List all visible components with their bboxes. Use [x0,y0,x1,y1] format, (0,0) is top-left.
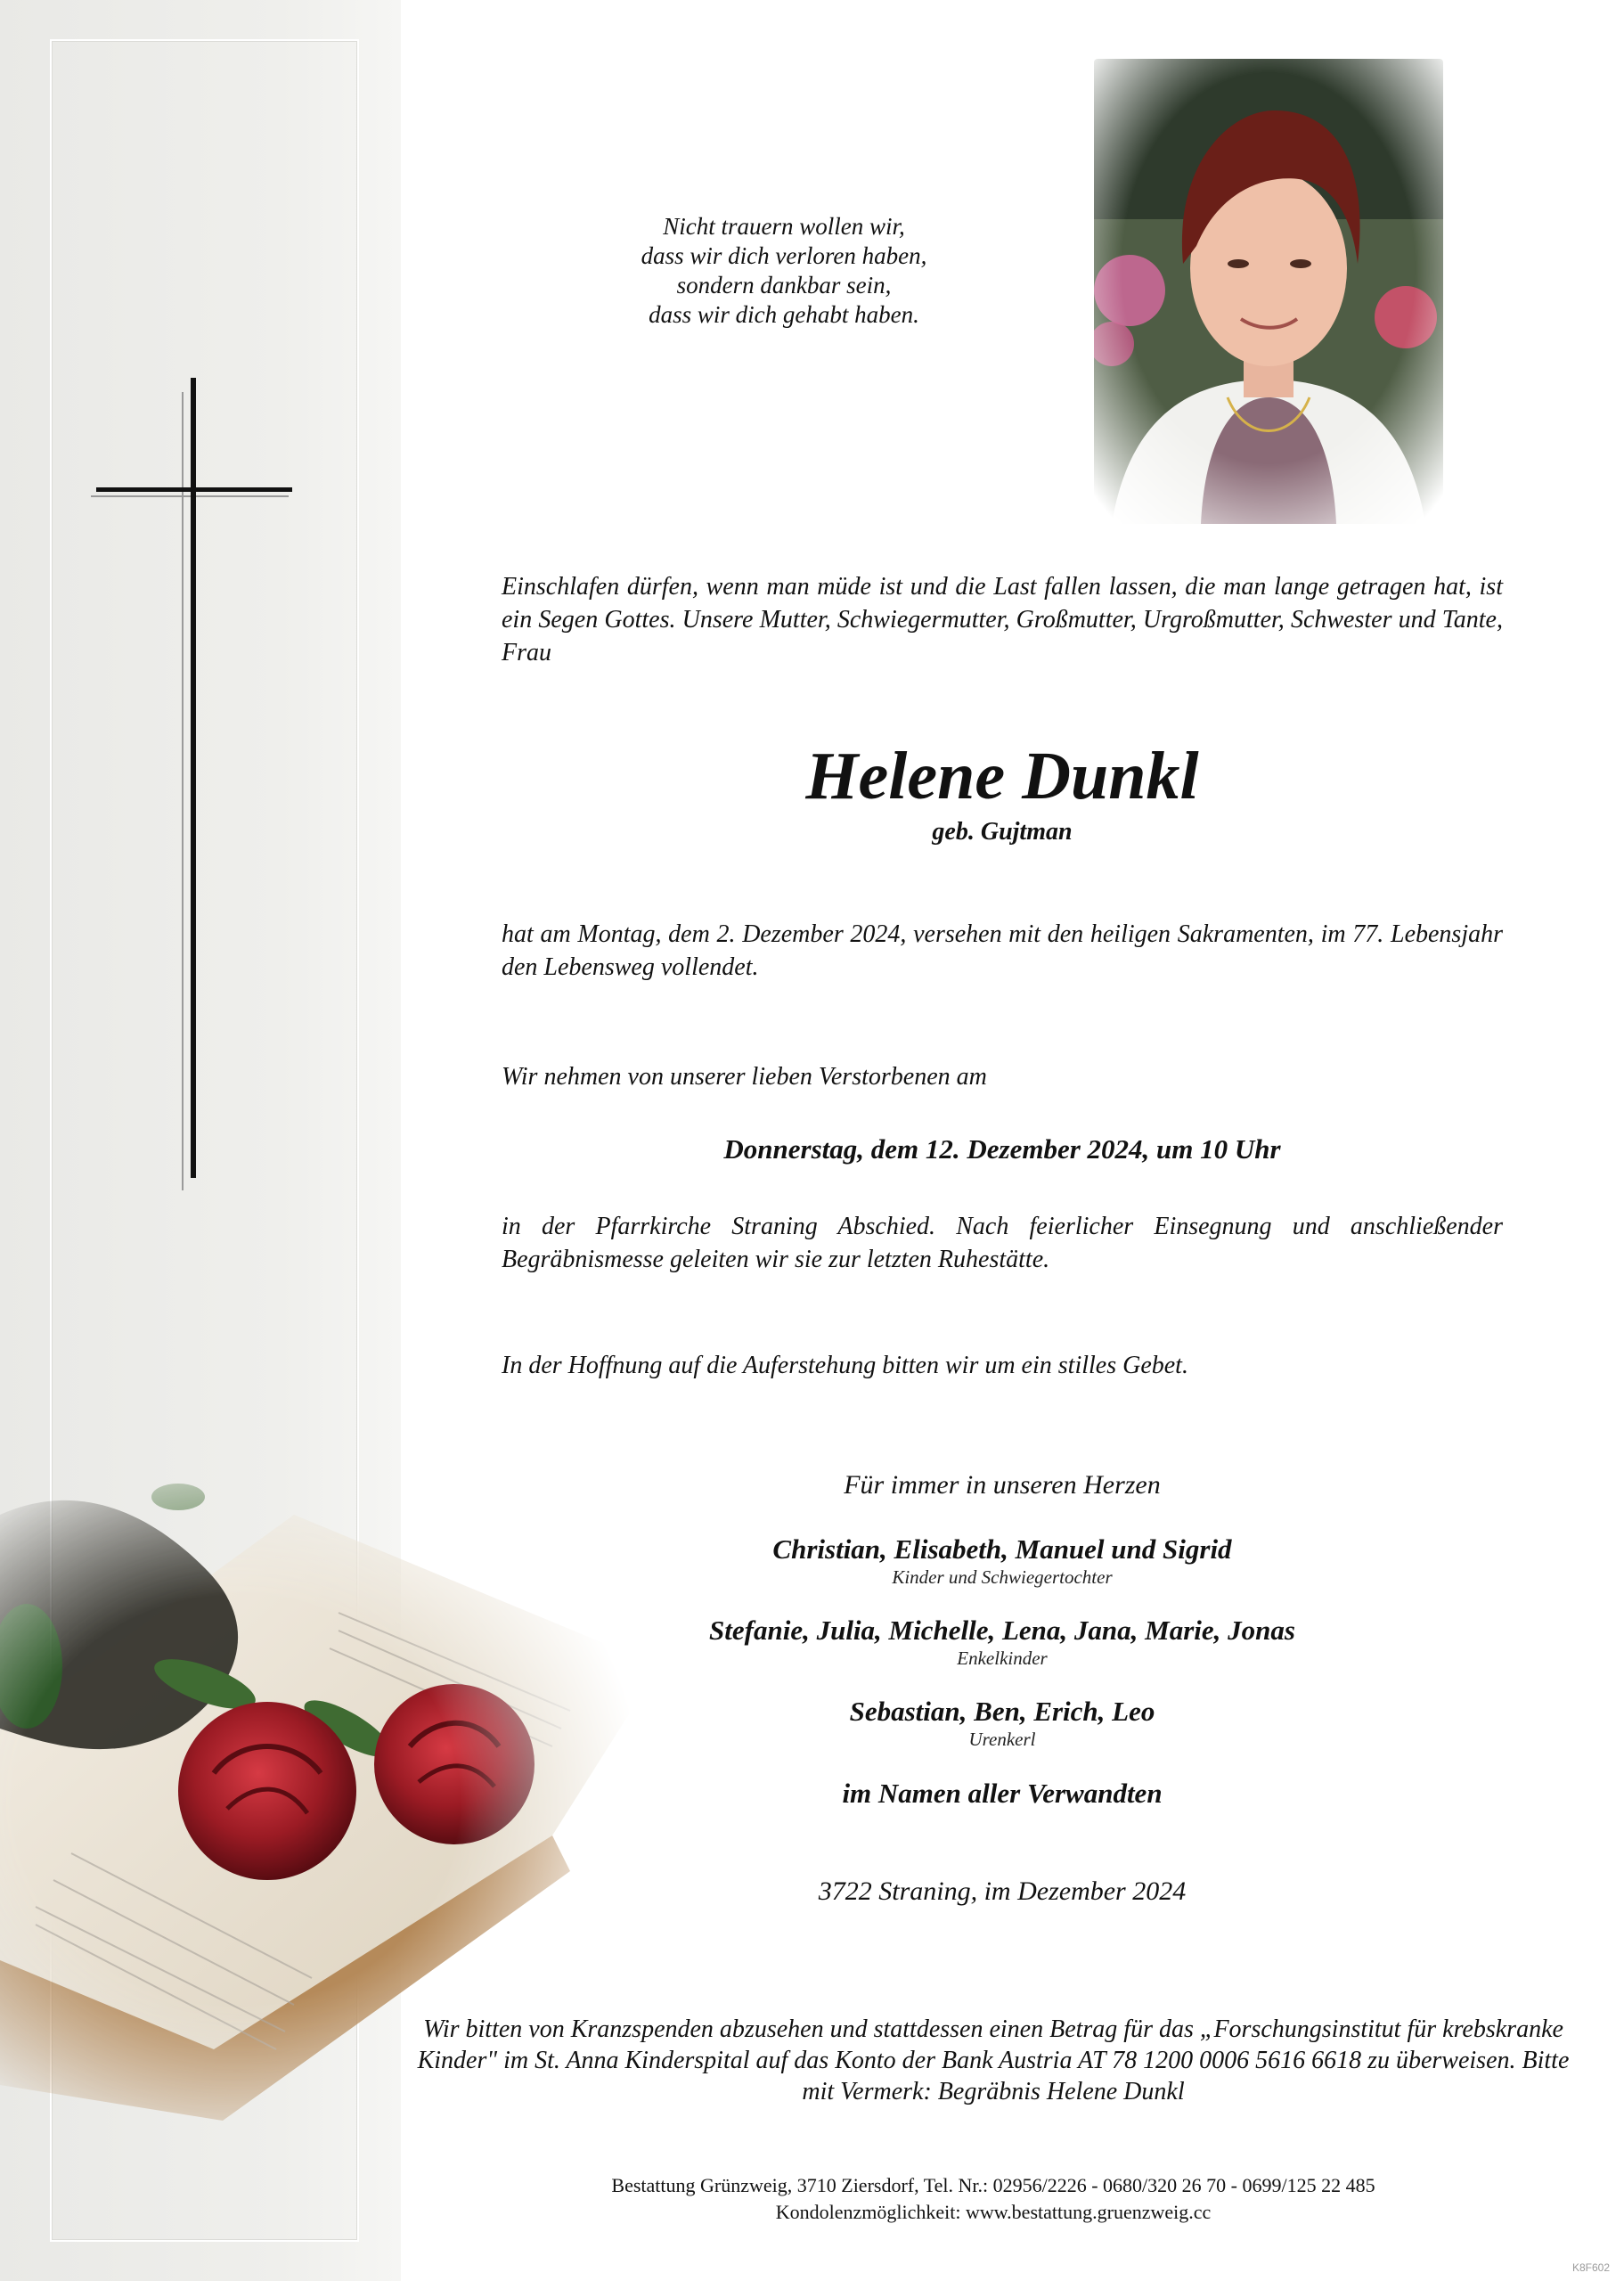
memorial-poem [535,212,1033,330]
family-names: Sebastian, Ben, Erich, Leo [849,1696,1155,1727]
poem-line: dass wir dich gehabt haben. [649,301,919,328]
template-code: K8F602 [1571,2261,1610,2274]
maiden-name: geb. Gujtman [932,818,1073,846]
family-relation: Urenkerl [968,1729,1036,1750]
poem-line: dass wir dich verloren haben, [641,242,927,269]
intro-paragraph: Einschlafen dürfen, wenn man müde ist und die Last fallen lassen, die man lange getragen hat, ist ein Segen Gottes. Unsere Mutter, Schwiegermutter, Großmutter, Urgroßmutter, Schwester und Tante, Frau [502,573,1503,666]
donation-notice: Wir bitten von Kranzspenden abzusehen und stattdessen einen Betrag für das „Forschungsinstitut für krebskranke Kinder" im St. Anna Kinderspital auf das Konto der Bank Austria AT 78 1200 0006 5616 6618 zu überweisen. Bitte mit Vermerk: Begräbnis Helene Dunkl [417,2015,1570,2105]
farewell-intro: Wir nehmen von unserer lieben Verstorbenen am [502,1063,987,1091]
hope-paragraph: In der Hoffnung auf die Auferstehung bitten wir um ein stilles Gebet. [502,1352,1188,1379]
family-group [502,1614,1503,1669]
family-names: im Namen aller Verwandten [842,1778,1163,1809]
family-names: Stefanie, Julia, Michelle, Lena, Jana, Marie, Jonas [709,1615,1295,1646]
death-paragraph: hat am Montag, dem 2. Dezember 2024, versehen mit den heiligen Sakramenten, im 77. Lebensjahr den Lebensweg vollendet. [502,920,1503,981]
place-and-date: 3722 Straning, im Dezember 2024 [818,1876,1187,1906]
forever-heading: Für immer in unseren Herzen [844,1470,1161,1500]
poem-line: Nicht trauern wollen wir, [663,213,905,240]
family-group [502,1777,1503,1811]
deceased-name: Helene Dunkl [805,739,1199,813]
funeral-home-contact: Bestattung Grünzweig, 3710 Ziersdorf, Tel. Nr.: 02956/2226 - 0680/320 26 70 - 0699/125 22 485 [611,2174,1375,2196]
church-paragraph: in der Pfarrkirche Straning Abschied. Nach feierlicher Einsegnung und anschließender Begräbnismesse geleiten wir sie zur letzten Ruhestätte. [502,1213,1503,1273]
family-group [502,1533,1503,1588]
family-names: Christian, Elisabeth, Manuel und Sigrid [772,1533,1232,1565]
funeral-home-footer [401,2172,1586,2226]
funeral-date: Donnerstag, dem 12. Dezember 2024, um 10 Uhr [723,1133,1281,1165]
condolence-link: Kondolenzmöglichkeit: www.bestattung.gruenzweig.cc [775,2201,1212,2223]
poem-line: sondern dankbar sein, [676,272,892,298]
family-group [502,1695,1503,1750]
portrait-photo [1094,59,1443,524]
family-relation: Enkelkinder [957,1647,1048,1669]
family-relation: Kinder und Schwiegertochter [892,1566,1113,1588]
